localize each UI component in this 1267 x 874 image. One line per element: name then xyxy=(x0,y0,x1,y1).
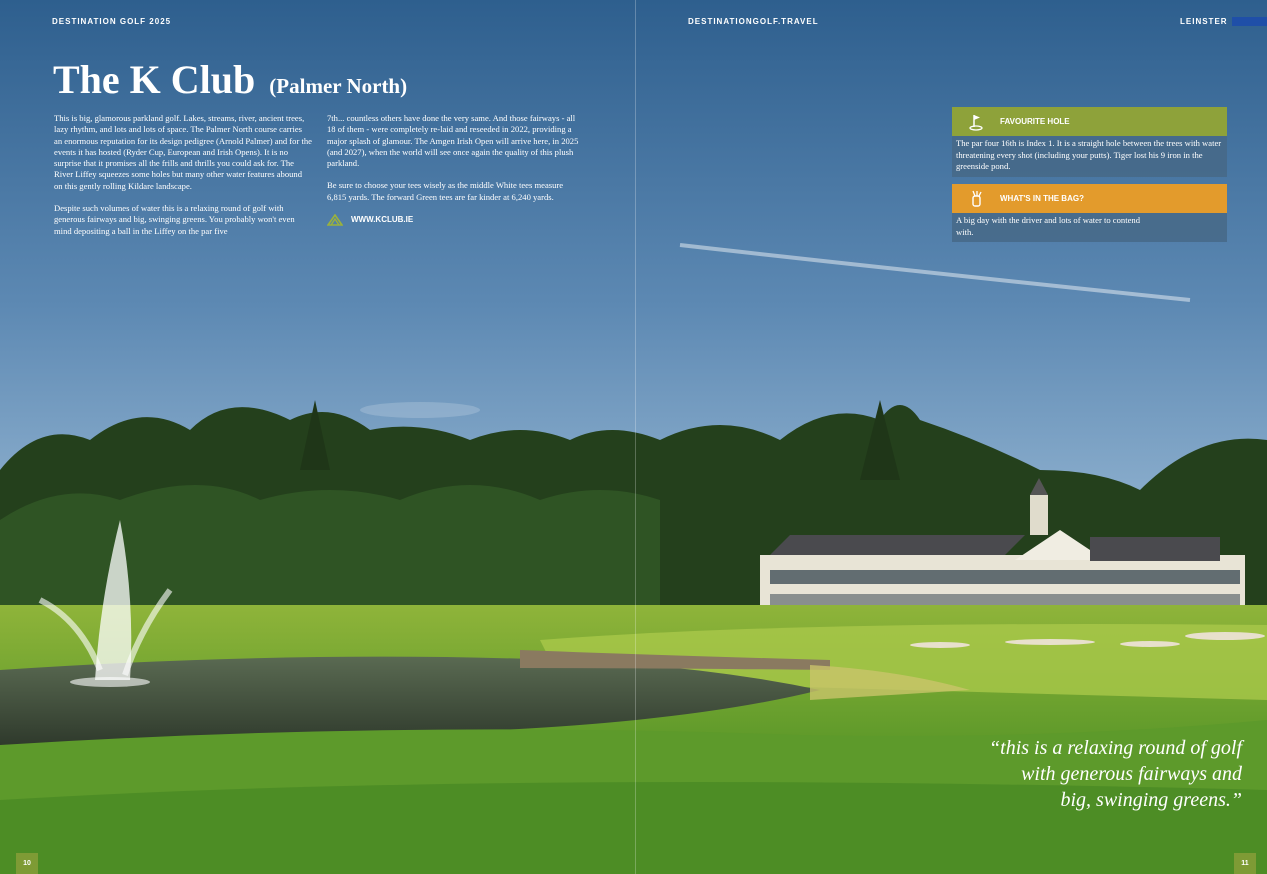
running-header-right: LEINSTER xyxy=(1180,17,1228,26)
pull-quote-line: big, swinging greens.” xyxy=(1060,789,1242,811)
body-column-1 xyxy=(54,113,312,248)
pull-quote xyxy=(922,735,1242,813)
favourite-hole-text: The par four 16th is Index 1. It is a straight hole between the trees with water threatening every shot (including your putts). Tiger lost his 9 iron in the greenside pond. xyxy=(952,136,1227,177)
whats-in-the-bag-heading: WHAT'S IN THE BAG? xyxy=(1000,194,1084,203)
whats-in-the-bag-text xyxy=(952,213,1227,242)
flag-icon xyxy=(952,113,1000,131)
article-title-main: The K Club xyxy=(53,57,256,102)
pull-quote-line: “this is a relaxing round of golf xyxy=(989,737,1242,759)
page-number-left: 10 xyxy=(16,853,38,874)
body-paragraph: Despite such volumes of water this is a relaxing round of golf with generous fairways and big, swinging greens. You probably won't even mind depositing a ball in the Liffey on the par five xyxy=(54,203,295,236)
running-header-center: DESTINATIONGOLF.TRAVEL xyxy=(688,17,819,26)
running-header-left: DESTINATION GOLF 2025 xyxy=(52,17,172,26)
section-color-bar xyxy=(1232,17,1267,26)
body-paragraph: 7th... countless others have done the very same. And those fairways - all 18 of them - were completely re-laid and reseeded in 2022, providing a major splash of glamour. The Amgen Irish Open will arrive here, in 2025 (and 2027), when the world will see once again the quality of this plush parkland. xyxy=(327,113,579,169)
whats-in-the-bag-header xyxy=(952,184,1227,213)
body-column-2 xyxy=(327,113,583,226)
page-number-right: 11 xyxy=(1234,853,1256,874)
pull-quote-line: with generous fairways and xyxy=(1021,763,1242,785)
golf-bag-icon xyxy=(952,190,1000,208)
article-title xyxy=(53,57,408,102)
article-title-sub: (Palmer North) xyxy=(269,74,408,98)
favourite-hole-header xyxy=(952,107,1227,136)
body-paragraph: Be sure to choose your tees wisely as the middle White tees measure 6,815 yards. The forward Green tees are far kinder at 6,240 yards. xyxy=(327,180,564,202)
whats-in-the-bag-text-inner: A big day with the driver and lots of water to contend with. xyxy=(956,215,1141,237)
favourite-hole-heading: FAVOURITE HOLE xyxy=(1000,117,1070,126)
website-link[interactable] xyxy=(327,214,583,226)
club-logo-icon xyxy=(327,214,343,226)
page-gutter xyxy=(635,0,636,874)
body-paragraph: This is big, glamorous parkland golf. Lakes, streams, river, ancient trees, lazy rhythm, and lots and lots of space. The Palmer North course carries an enormous reputation for its design pedigree (Arnold Palmer) and for the events it has hosted (Ryder Cup, European and Irish Opens). It is no surprise that it promises all the frills and thrills you could ask for. The River Liffey squeezes some holes but many other water features abound on this gently rolling Kildare landscape. xyxy=(54,113,312,191)
favourite-hole-box xyxy=(952,107,1227,177)
website-url[interactable]: WWW.KCLUB.IE xyxy=(351,215,414,225)
whats-in-the-bag-box xyxy=(952,184,1227,242)
